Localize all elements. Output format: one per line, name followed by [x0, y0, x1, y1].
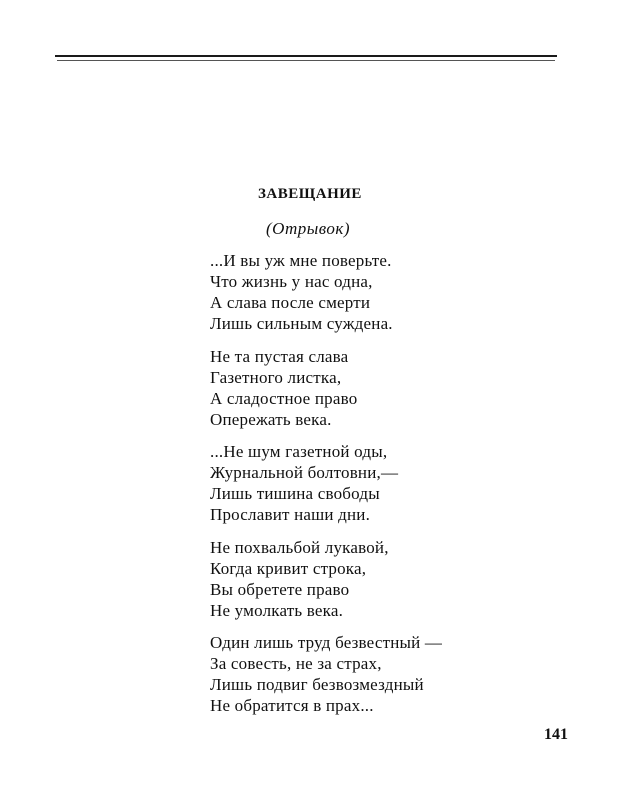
poem-title: ЗАВЕЩАНИЕ [258, 186, 362, 202]
poem-line: Лишь сильным суждена. [210, 314, 393, 333]
stanza-1 [210, 250, 530, 334]
header-rule [55, 55, 557, 57]
poem-line: Не похвальбой лукавой, [210, 538, 389, 557]
poem-line: Не та пустая слава [210, 347, 349, 366]
poem-line: Прославит наши дни. [210, 505, 371, 524]
poem-line: Не умолкать века. [210, 601, 344, 620]
poem-subtitle: (Отрывок) [266, 219, 350, 238]
poem-line: ...И вы уж мне поверьте. [210, 251, 392, 270]
page-number: 141 [544, 726, 568, 743]
poem-line: А сладостное право [210, 389, 358, 408]
poem-line: Один лишь труд безвестный — [210, 633, 443, 652]
poem-line: Газетного листка, [210, 368, 342, 387]
stanza-3 [210, 441, 530, 525]
poem-line: Опережать века. [210, 410, 332, 429]
poem-line: Лишь подвиг безвозмездный [210, 675, 424, 694]
header-rule-thin [57, 60, 555, 61]
poem-line: А слава после смерти [210, 293, 371, 312]
poem-line: Когда кривит строка, [210, 559, 367, 578]
poem-line: Что жизнь у нас одна, [210, 272, 373, 291]
poem-line: За совесть, не за страх, [210, 654, 382, 673]
poem-line: Не обратится в прах... [210, 696, 374, 715]
poem-line: ...Не шум газетной оды, [210, 442, 388, 461]
poem-line: Лишь тишина свободы [210, 484, 380, 503]
stanza-5 [210, 632, 530, 716]
stanza-2 [210, 346, 530, 430]
poem-line: Вы обретете право [210, 580, 350, 599]
stanza-4 [210, 537, 530, 621]
poem-line: Журнальной болтовни,— [210, 463, 399, 482]
